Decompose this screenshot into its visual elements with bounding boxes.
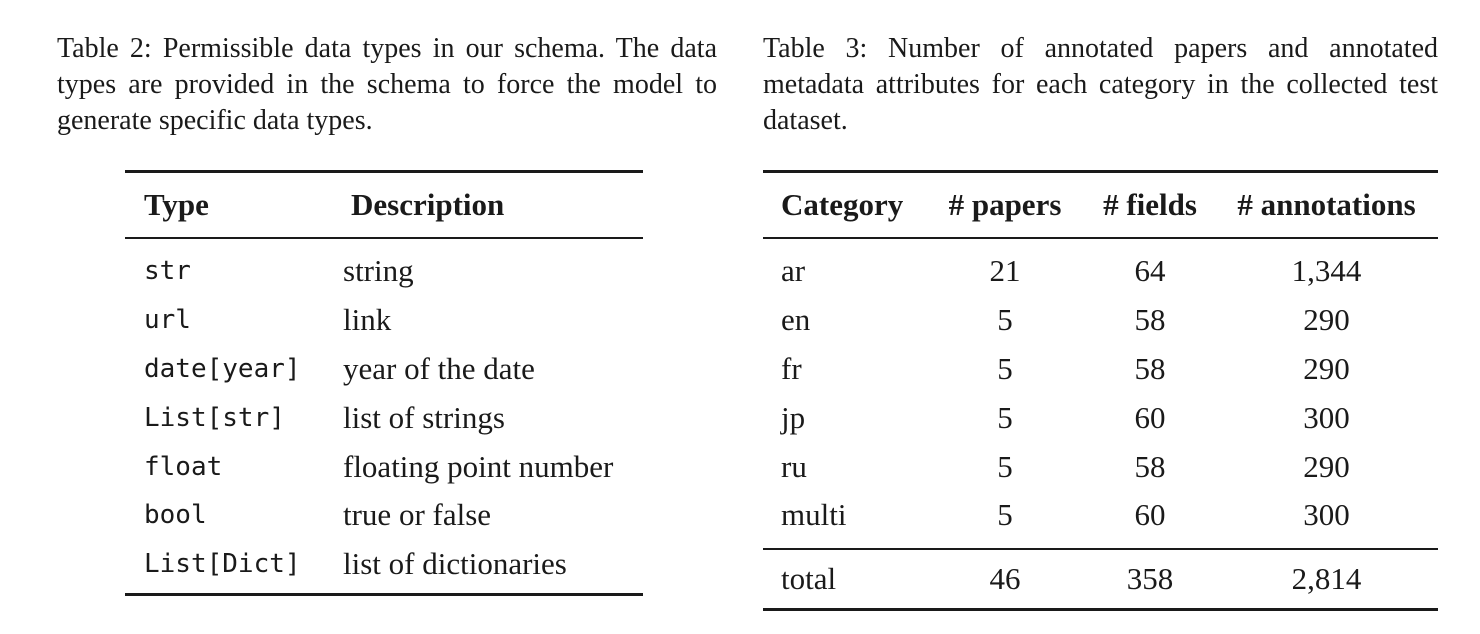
- total-annotations-cell: 2,814: [1215, 549, 1438, 610]
- description-cell: true or false: [343, 497, 492, 533]
- total-papers-cell: 46: [925, 549, 1085, 610]
- total-row: [763, 549, 1438, 610]
- type-cell: url: [144, 305, 191, 336]
- annotations-cell: 300: [1303, 399, 1350, 435]
- papers-cell: 5: [997, 497, 1013, 533]
- header-category: Category: [763, 172, 925, 239]
- type-cell: str: [144, 256, 191, 287]
- category-cell: fr: [781, 350, 802, 386]
- description-cell: year of the date: [343, 350, 535, 386]
- papers-cell: 5: [997, 399, 1013, 435]
- table-row: [763, 296, 1438, 345]
- type-cell: List[Dict]: [144, 549, 301, 580]
- table-row: [125, 540, 643, 594]
- table3-caption: Table 3: Number of annotated papers and annotated metadata attributes for each category in the collected test dataset.: [763, 33, 1438, 136]
- header-annotations: # annotations: [1215, 172, 1438, 239]
- header-type: Type: [125, 172, 324, 239]
- description-cell: list of strings: [343, 399, 505, 435]
- description-cell: list of dictionaries: [343, 546, 567, 582]
- category-cell: ar: [781, 253, 806, 289]
- papers-cell: 5: [997, 448, 1013, 484]
- table-row: [125, 393, 643, 442]
- header-description: Description: [324, 172, 643, 239]
- description-cell: link: [343, 302, 392, 338]
- category-cell: multi: [781, 497, 847, 533]
- description-cell: string: [343, 253, 414, 289]
- total-fields-cell: 358: [1085, 549, 1215, 610]
- data-types-table: [125, 170, 643, 596]
- description-cell: floating point number: [343, 448, 614, 484]
- type-cell: float: [144, 451, 223, 482]
- papers-cell: 5: [997, 350, 1013, 386]
- papers-cell: 5: [997, 302, 1013, 338]
- fields-cell: 58: [1134, 350, 1166, 386]
- fields-cell: 60: [1134, 399, 1166, 435]
- type-cell: date[year]: [144, 353, 301, 384]
- fields-cell: 60: [1134, 497, 1166, 533]
- table-row: [763, 491, 1438, 549]
- fields-cell: 58: [1134, 302, 1166, 338]
- table-row: [125, 491, 643, 540]
- annotations-cell: 1,344: [1291, 253, 1362, 289]
- table-header-row: [763, 172, 1438, 239]
- category-cell: ru: [781, 448, 807, 484]
- table-row: [763, 345, 1438, 394]
- table-row: [125, 238, 643, 296]
- table-row: [125, 442, 643, 491]
- category-cell: jp: [781, 399, 806, 435]
- header-papers: # papers: [925, 172, 1085, 239]
- annotation-stats-table: [763, 170, 1438, 611]
- table-row: [763, 393, 1438, 442]
- total-label-cell: total: [763, 549, 925, 610]
- table-row: [763, 238, 1438, 296]
- table-row: [125, 345, 643, 394]
- table3-panel: [763, 31, 1438, 596]
- header-fields: # fields: [1085, 172, 1215, 239]
- fields-cell: 64: [1134, 253, 1166, 289]
- type-cell: List[str]: [144, 402, 285, 433]
- table-header-row: [125, 172, 643, 239]
- table-row: [125, 296, 643, 345]
- annotations-cell: 290: [1303, 448, 1350, 484]
- type-cell: bool: [144, 500, 207, 531]
- annotations-cell: 290: [1303, 302, 1350, 338]
- annotations-cell: 300: [1303, 497, 1350, 533]
- category-cell: en: [781, 302, 811, 338]
- papers-cell: 21: [989, 253, 1021, 289]
- fields-cell: 58: [1134, 448, 1166, 484]
- table-row: [763, 442, 1438, 491]
- table2-panel: [57, 31, 717, 582]
- annotations-cell: 290: [1303, 350, 1350, 386]
- table2-caption: Table 2: Permissible data types in our schema. The data types are provided in the schema to force the model to generate specific data types.: [57, 33, 717, 136]
